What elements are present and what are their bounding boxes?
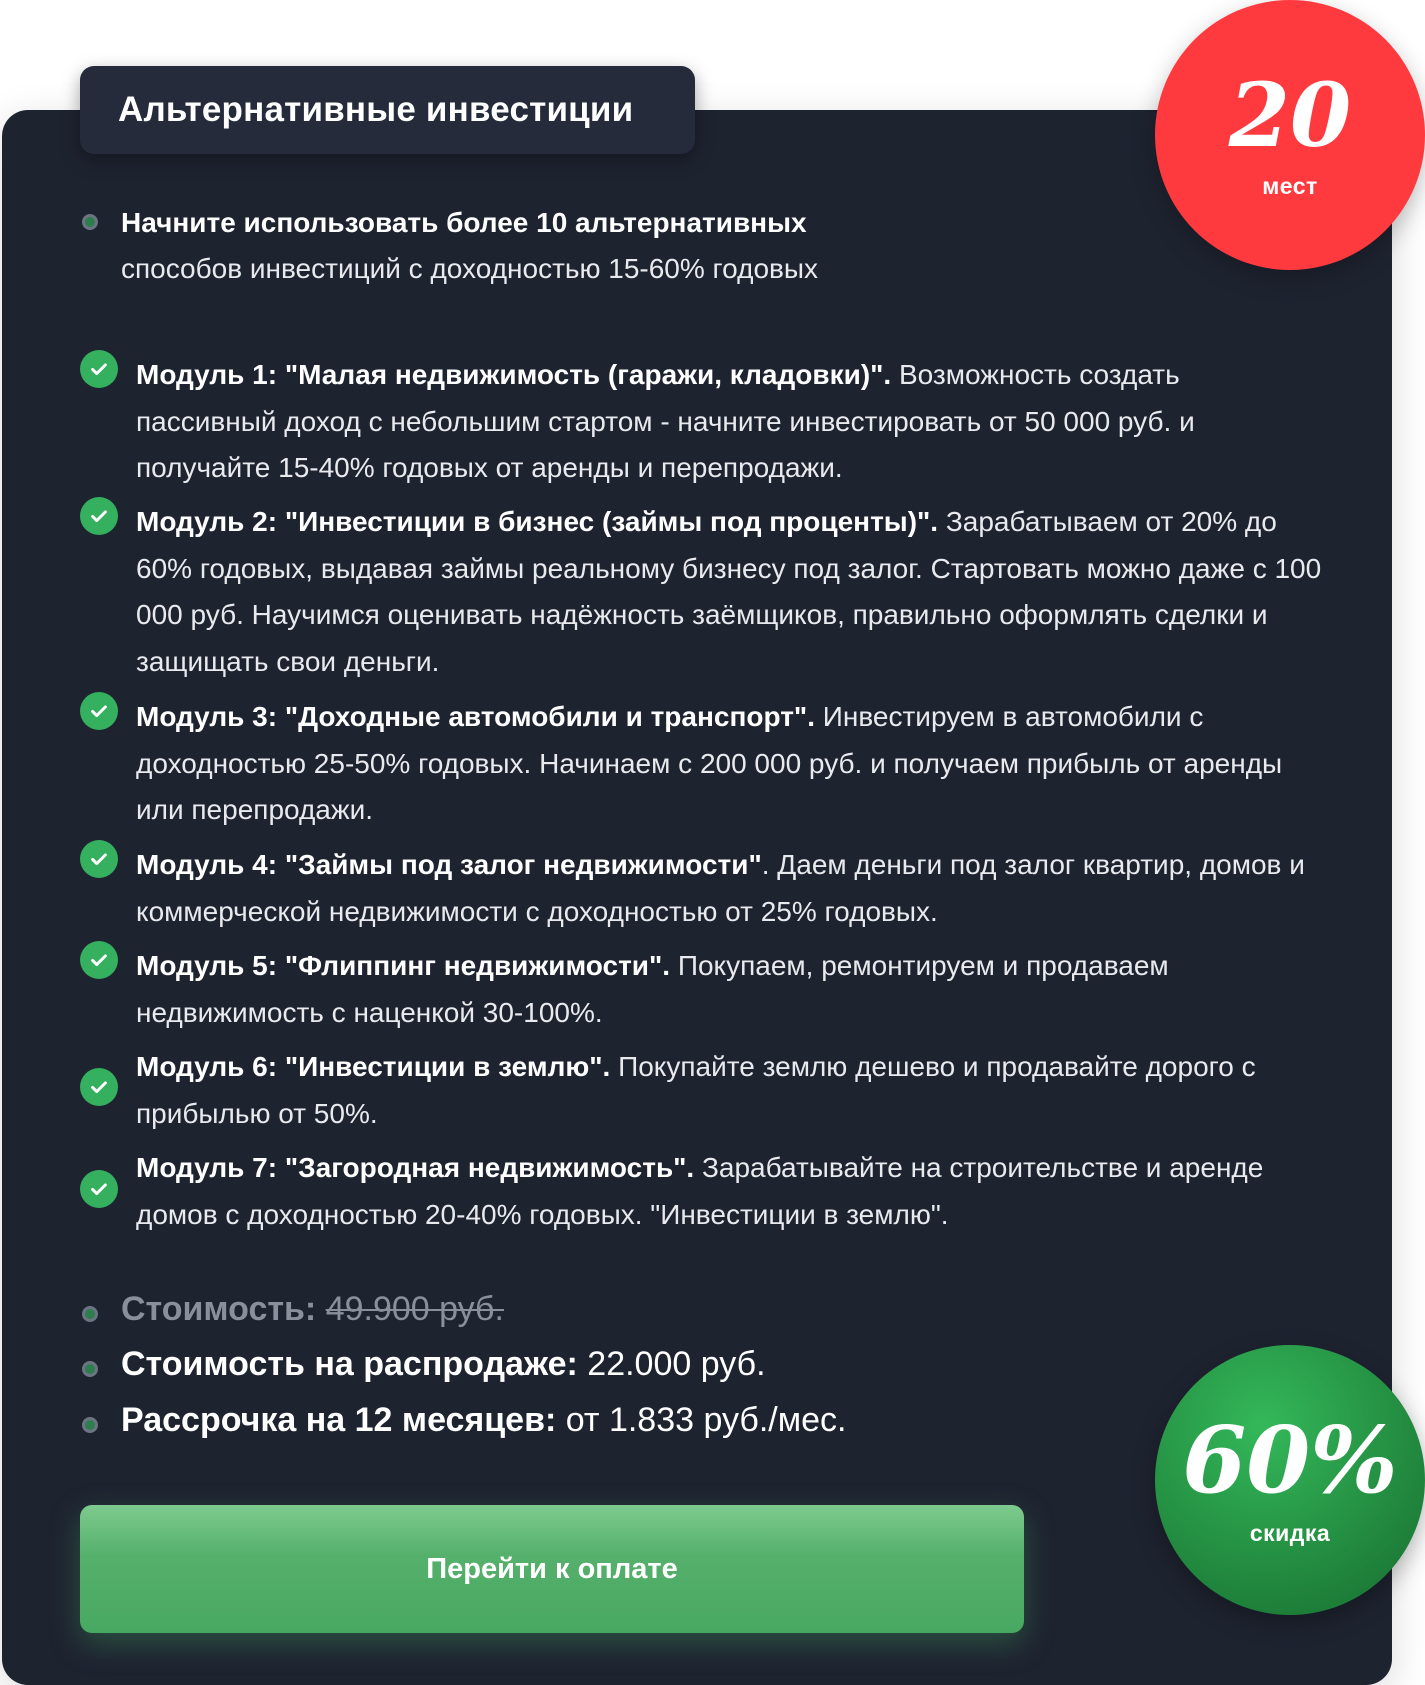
module-item [136,1044,1326,1137]
intro-text [121,200,1121,292]
check-icon [80,692,118,730]
discount-label: скидка [1249,1519,1331,1546]
module-item [136,694,1326,834]
module-title: Модуль 7: "Загородная недвижимость". [136,1152,695,1183]
check-icon [80,941,118,979]
module-item [136,1145,1326,1238]
intro-rest: способов инвестиций с доходностью 15-60% годовых [121,253,819,284]
check-icon [80,1068,118,1106]
check-icon [80,350,118,388]
module-item [136,499,1326,685]
bullet-icon [82,1306,98,1322]
seats-badge [1155,0,1425,270]
title-tab [80,66,695,154]
check-icon [80,840,118,878]
module-text: Покупаем, ремонтируем и продаваем недвижимость с наценкой 30-100%. [136,950,1169,1028]
check-icon [80,1170,118,1208]
bullet-icon [82,1417,98,1433]
module-item [136,352,1326,492]
module-item [136,943,1326,1036]
module-title: Модуль 5: "Флиппинг недвижимости". [136,950,671,981]
sale-price-value: 22.000 руб. [587,1345,766,1383]
installment-value: от 1.833 руб./мес. [565,1401,847,1439]
check-icon [80,497,118,535]
module-text: Возможность создать пассивный доход с небольшим стартом - начните инвестировать от 50 000 руб. и получайте 15-40% годовых от аренды и перепродажи. [136,359,1195,483]
sale-price-label: Стоимость на распродаже: [121,1345,578,1383]
installment [121,1401,846,1440]
old-price-value: 49.900 руб. [325,1290,504,1328]
module-text: Зарабатывайте на строительстве и аренде домов с доходностью 20-40% годовых. "Инвестиции в землю". [136,1152,1264,1230]
module-text: Покупайте землю дешево и продавайте дорого с прибылью от 50%. [136,1051,1256,1129]
pay-button[interactable]: Перейти к оплате [80,1505,1024,1633]
module-text: Зарабатываем от 20% до 60% годовых, выдавая займы реальному бизнесу под залог. Стартовать можно даже с 100 000 руб. Научимся оценивать надёжность заёмщиков, правильно оформлять сделки и защищать свои деньги. [136,506,1322,677]
installment-label: Рассрочка на 12 месяцев: [121,1401,557,1439]
module-text: Инвестируем в автомобили с доходностью 25-50% годовых. Начинаем с 200 000 руб. и получаем прибыль от аренды или перепродажи. [136,701,1283,825]
module-title: Модуль 2: "Инвестиции в бизнес (займы под проценты)". [136,506,939,537]
bullet-icon [82,214,98,230]
intro-bold: Начните использовать более 10 альтернативных [121,207,807,238]
module-text: . Даем деньги под залог квартир, домов и коммерческой недвижимости с доходностью от 25% годовых. [136,849,1305,927]
bullet-icon [82,1361,98,1377]
old-price [121,1290,504,1329]
module-title: Модуль 6: "Инвестиции в землю". [136,1051,611,1082]
seats-count: 20 [1228,62,1352,167]
module-title: Модуль 1: "Малая недвижимость (гаражи, кладовки)". [136,359,892,390]
seats-label: мест [1262,172,1318,199]
page-title: Альтернативные инвестиции [118,90,634,129]
sale-price [121,1345,766,1384]
old-price-label: Стоимость: [121,1290,317,1328]
discount-badge [1155,1345,1425,1615]
module-title: Модуль 4: "Займы под залог недвижимости" [136,849,762,880]
module-title: Модуль 3: "Доходные автомобили и транспорт". [136,701,815,732]
discount-value: 60% [1182,1405,1398,1514]
module-item [136,842,1326,935]
